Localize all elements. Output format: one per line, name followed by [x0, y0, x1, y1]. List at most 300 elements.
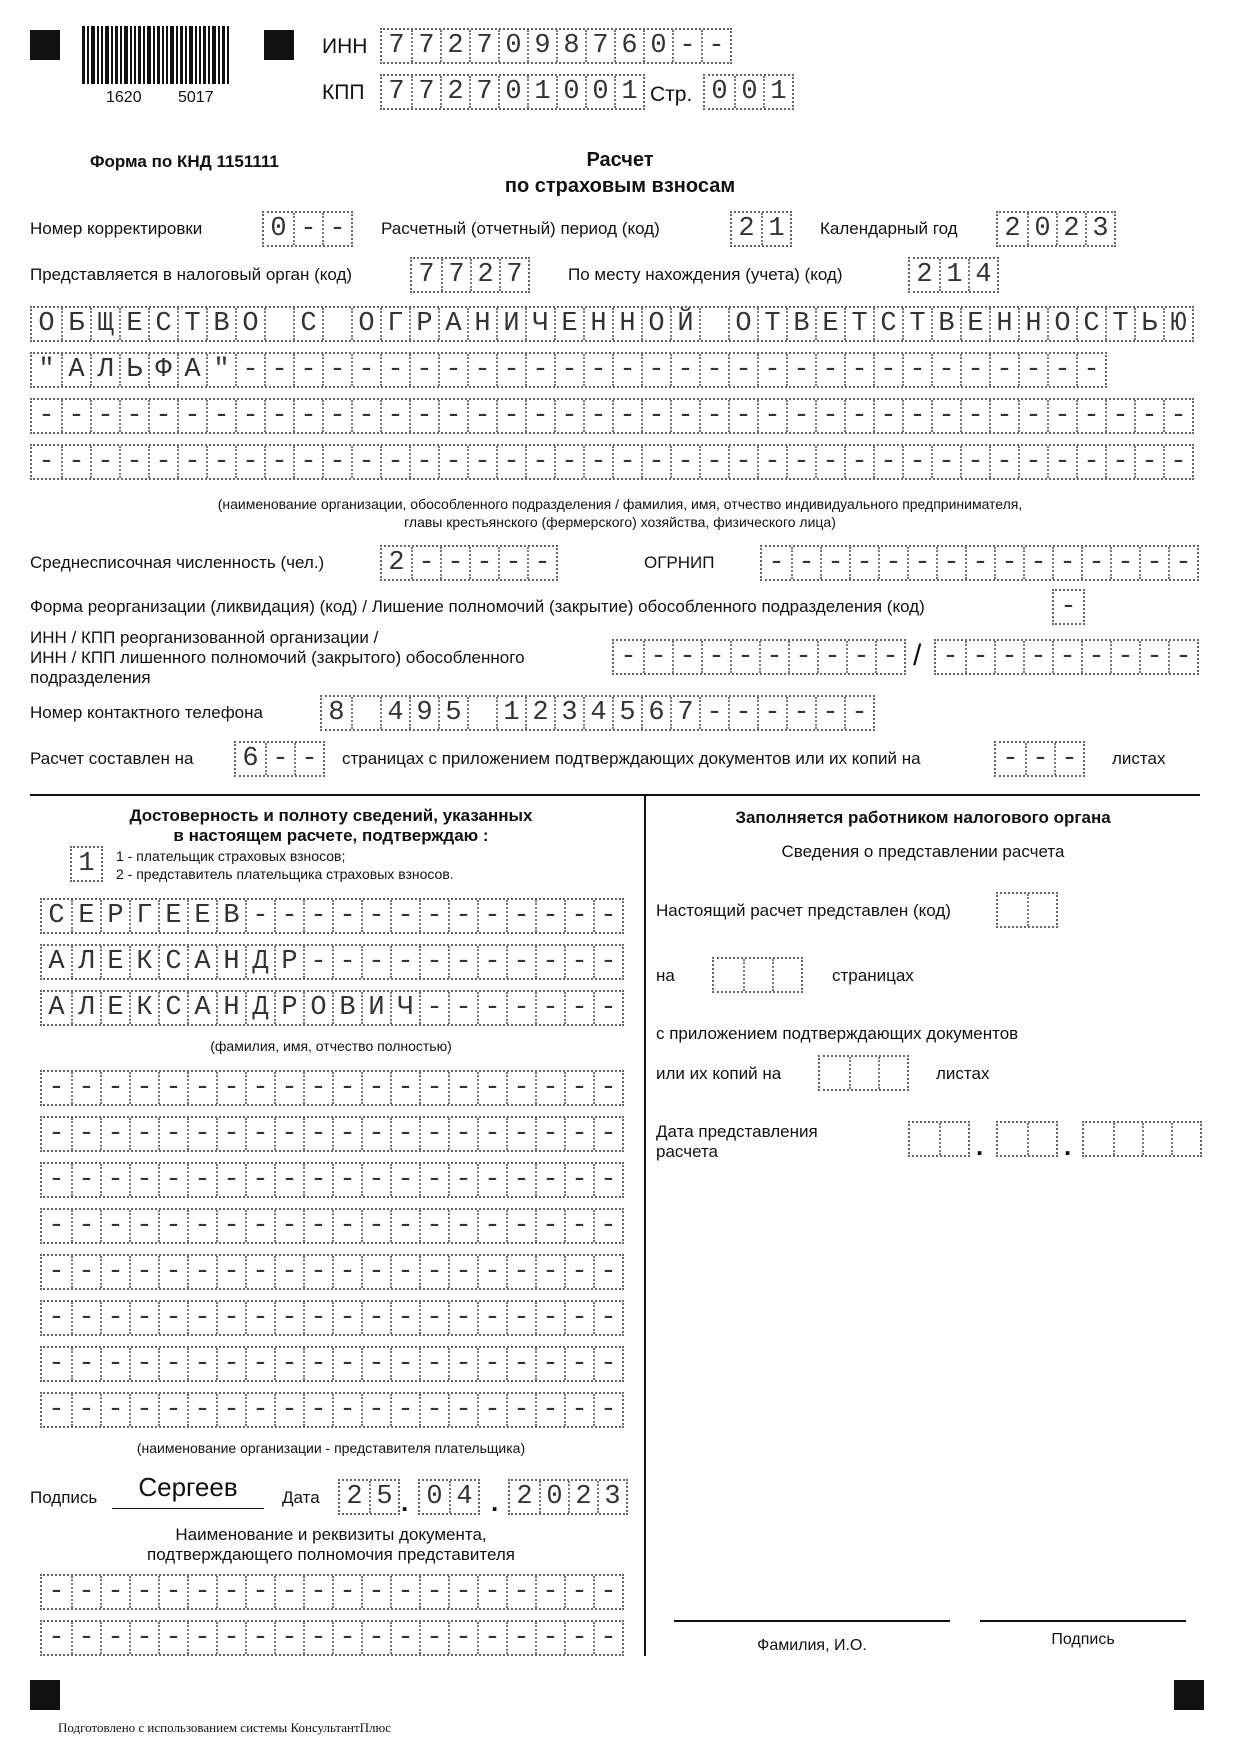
presentation-date-day[interactable] [908, 1121, 970, 1157]
char-cell: - [728, 446, 757, 478]
char-cell: - [477, 1394, 506, 1426]
char-cell: - [844, 697, 873, 729]
char-cell: - [419, 1072, 448, 1104]
char-cell: - [1047, 400, 1076, 432]
char-cell: - [264, 400, 293, 432]
sign-line [980, 1620, 1186, 1622]
char-cell: - [332, 1622, 361, 1654]
char-cell: - [100, 1348, 129, 1380]
char-cell: Г [129, 900, 158, 932]
char-cell: 2 [568, 1481, 597, 1513]
char-cell: - [994, 547, 1023, 579]
org-name-row[interactable] [30, 398, 1194, 434]
char-cell: - [245, 1118, 274, 1150]
representative-row[interactable] [40, 1254, 624, 1290]
char-cell: - [960, 400, 989, 432]
char-cell: 0 [1027, 213, 1056, 245]
pages-label: Расчет составлен на [30, 749, 194, 768]
char-cell: - [564, 1348, 593, 1380]
char-cell: 0 [556, 76, 585, 108]
org-name-row[interactable] [30, 352, 1107, 388]
char-cell: - [390, 1622, 419, 1654]
sign-date-year[interactable] [508, 1479, 628, 1515]
char-cell: - [71, 1576, 100, 1608]
char-cell: - [506, 1072, 535, 1104]
char-cell: 2 [916, 260, 933, 290]
char-cell: - [187, 1302, 216, 1334]
reorg-kpp-field[interactable] [934, 639, 1199, 675]
char-cell: - [593, 1210, 622, 1242]
char-cell: - [390, 1210, 419, 1242]
phone-field[interactable] [320, 695, 875, 731]
char-cell [1113, 1123, 1142, 1155]
char-cell: - [477, 992, 506, 1024]
authority-doc-caption: Наименование и реквизиты документа, [175, 1525, 487, 1544]
fio-caption: (фамилия, имя, отчество полностью) [210, 1038, 452, 1054]
char-cell: - [844, 400, 873, 432]
surname-field[interactable] [40, 898, 624, 934]
char-cell: - [303, 1164, 332, 1196]
char-cell: - [245, 900, 274, 932]
char-cell [998, 1123, 1027, 1155]
char-cell: - [1076, 354, 1105, 386]
char-cell [1027, 1123, 1056, 1155]
char-cell: - [506, 1302, 535, 1334]
char-cell: - [875, 641, 904, 673]
char-cell: 0 [539, 1481, 568, 1513]
char-cell: - [506, 1576, 535, 1608]
char-cell [743, 959, 772, 991]
char-cell [714, 959, 743, 991]
signature-line [112, 1508, 264, 1509]
char-cell: - [71, 1164, 100, 1196]
char-cell: Т [757, 308, 786, 340]
representative-row[interactable] [40, 1162, 624, 1198]
char-cell: К [129, 992, 158, 1024]
reorg-field[interactable] [1052, 589, 1085, 625]
location-field[interactable] [908, 257, 999, 293]
char-cell: 5 [369, 1481, 398, 1513]
char-cell: - [786, 354, 815, 386]
kpp-field[interactable] [380, 74, 645, 110]
char-cell: - [351, 354, 380, 386]
char-cell: " [206, 354, 235, 386]
char-cell: - [641, 400, 670, 432]
char-cell: Ь [1134, 308, 1163, 340]
presentation-date-month[interactable] [996, 1121, 1058, 1157]
char-cell: - [1134, 446, 1163, 478]
sign-date-label: Дата [282, 1488, 320, 1507]
char-cell: - [216, 1210, 245, 1242]
org-name-row[interactable] [30, 306, 1194, 342]
char-cell: - [788, 641, 817, 673]
char-cell: - [554, 400, 583, 432]
char-cell: - [390, 1302, 419, 1334]
char-cell [998, 894, 1027, 926]
confirm-code-field[interactable] [70, 846, 103, 882]
char-cell: - [177, 400, 206, 432]
char-cell: - [48, 1257, 65, 1287]
char-cell: - [525, 446, 554, 478]
char-cell: Й [670, 308, 699, 340]
char-cell: - [274, 1118, 303, 1150]
reorg-inn-label: подразделения [30, 668, 151, 687]
char-cell: - [1134, 400, 1163, 432]
sign-date-month[interactable] [418, 1479, 480, 1515]
char-cell: - [332, 1394, 361, 1426]
char-cell: - [1105, 400, 1134, 432]
char-cell: - [849, 547, 878, 579]
char-cell: - [303, 1576, 332, 1608]
char-cell: - [672, 30, 701, 62]
char-cell: - [158, 1256, 187, 1288]
char-cell: - [100, 1394, 129, 1426]
char-cell: - [506, 900, 535, 932]
char-cell: - [351, 400, 380, 432]
char-cell: - [554, 354, 583, 386]
char-cell: - [390, 1576, 419, 1608]
attach-label: или их копий на [656, 1064, 782, 1083]
signature: Сергеев [138, 1472, 238, 1502]
char-cell: - [931, 354, 960, 386]
reorg-inn-field[interactable] [612, 639, 906, 675]
char-cell: - [274, 1256, 303, 1288]
char-cell: - [506, 1348, 535, 1380]
char-cell: Б [61, 308, 90, 340]
char-cell: - [593, 1394, 622, 1426]
representative-row[interactable] [40, 1070, 624, 1106]
char-cell: - [361, 1256, 390, 1288]
tax-office-title: Заполняется работником налогового органа [735, 808, 1111, 827]
char-cell [849, 1057, 878, 1089]
inn-field[interactable] [380, 28, 732, 64]
char-cell: - [564, 900, 593, 932]
char-cell: - [467, 446, 496, 478]
char-cell: А [438, 308, 467, 340]
char-cell: - [332, 1072, 361, 1104]
char-cell: - [1081, 641, 1110, 673]
char-cell: 8 [328, 698, 345, 728]
corner-marker [264, 30, 294, 60]
first-name-field[interactable] [40, 944, 624, 980]
char-cell: Т [902, 308, 931, 340]
representative-row[interactable] [40, 1392, 624, 1428]
representative-row[interactable] [40, 1346, 624, 1382]
char-cell: Е [119, 308, 148, 340]
char-cell: - [477, 1256, 506, 1288]
char-cell: - [931, 446, 960, 478]
char-cell: - [960, 446, 989, 478]
char-cell: 2 [440, 76, 469, 108]
char-cell: - [61, 400, 90, 432]
char-cell: - [1018, 446, 1047, 478]
char-cell [878, 1057, 907, 1089]
char-cell: Р [274, 946, 303, 978]
char-cell: - [48, 1073, 65, 1103]
fio-line [674, 1620, 950, 1622]
char-cell: Л [71, 992, 100, 1024]
char-cell: 2 [440, 30, 469, 62]
char-cell: - [332, 946, 361, 978]
char-cell: - [419, 1210, 448, 1242]
char-cell: - [216, 1256, 245, 1288]
period-field[interactable] [730, 211, 792, 247]
attach-sheets-field[interactable] [994, 741, 1085, 777]
patronymic-field[interactable] [40, 990, 624, 1026]
char-cell: Н [583, 308, 612, 340]
char-cell: - [469, 547, 498, 579]
page-subtitle: по страховым взносам [504, 175, 736, 197]
char-cell: - [129, 1256, 158, 1288]
char-cell: - [303, 1302, 332, 1334]
char-cell: - [757, 400, 786, 432]
char-cell: Р [274, 992, 303, 1024]
char-cell: 2 [738, 214, 755, 244]
correction-field[interactable] [262, 211, 353, 247]
char-cell: - [498, 547, 527, 579]
presented-code-label: Настоящий расчет представлен (код) [656, 901, 951, 920]
char-cell: - [274, 1348, 303, 1380]
char-cell: Р [409, 308, 438, 340]
representative-row[interactable] [40, 1116, 624, 1152]
char-cell: - [187, 1118, 216, 1150]
char-cell: - [593, 992, 622, 1024]
char-cell: - [274, 1072, 303, 1104]
char-cell: - [1139, 641, 1168, 673]
representative-row[interactable] [40, 1300, 624, 1336]
char-cell: - [873, 446, 902, 478]
char-cell: - [71, 1394, 100, 1426]
char-cell: - [100, 1072, 129, 1104]
char-cell: - [119, 446, 148, 478]
char-cell: - [71, 1072, 100, 1104]
char-cell: 7 [585, 30, 614, 62]
char-cell: - [293, 400, 322, 432]
char-cell: - [303, 1348, 332, 1380]
char-cell: - [448, 1210, 477, 1242]
char-cell: - [332, 1118, 361, 1150]
authority-doc-row[interactable] [40, 1574, 624, 1610]
char-cell: В [786, 308, 815, 340]
char-cell: - [438, 400, 467, 432]
char-cell [1142, 1123, 1171, 1155]
char-cell: 1 [763, 76, 792, 108]
char-cell: 1 [496, 697, 525, 729]
tax-pages-label: страницах [832, 966, 914, 985]
char-cell: - [757, 446, 786, 478]
org-caption: (наименование организации, обособленного подразделения / фамилия, имя, отчество индивидуального предпринимателя, [217, 496, 1023, 512]
presented-code-field[interactable] [996, 892, 1058, 928]
char-cell: - [361, 1302, 390, 1334]
section-divider [30, 794, 1200, 796]
char-cell: - [71, 1118, 100, 1150]
char-cell: Т [177, 308, 206, 340]
pages-field[interactable] [234, 741, 325, 777]
char-cell: - [264, 446, 293, 478]
pages-suffix: листах [1112, 749, 1166, 768]
char-cell [699, 308, 728, 340]
char-cell: - [216, 1394, 245, 1426]
char-cell: Н [467, 308, 496, 340]
char-cell: - [158, 1576, 187, 1608]
char-cell: 0 [426, 1482, 443, 1512]
char-cell: - [361, 900, 390, 932]
char-cell: - [303, 1118, 332, 1150]
tax-sheets-field[interactable] [818, 1055, 909, 1091]
char-cell [351, 697, 380, 729]
ogrnip-field[interactable] [760, 545, 1199, 581]
char-cell: И [361, 992, 390, 1024]
char-cell: - [641, 354, 670, 386]
char-cell: - [564, 1622, 593, 1654]
char-cell: - [506, 946, 535, 978]
char-cell: - [48, 1165, 65, 1195]
char-cell: 2 [1004, 214, 1021, 244]
char-cell: - [48, 1623, 65, 1653]
char-cell: - [902, 400, 931, 432]
year-field[interactable] [996, 211, 1116, 247]
char-cell: - [448, 992, 477, 1024]
char-cell: - [158, 1118, 187, 1150]
char-cell: - [786, 446, 815, 478]
char-cell: - [187, 1576, 216, 1608]
tax-authority-label: Представляется в налоговый орган (код) [30, 265, 353, 284]
char-cell: - [477, 1118, 506, 1150]
char-cell: - [506, 1210, 535, 1242]
char-cell: - [361, 1394, 390, 1426]
char-cell: - [409, 400, 438, 432]
char-cell: - [322, 446, 351, 478]
char-cell: - [419, 992, 448, 1024]
headcount-label: Среднесписочная численность (чел.) [30, 553, 325, 572]
char-cell: - [322, 213, 351, 245]
char-cell: - [564, 1164, 593, 1196]
char-cell: - [448, 1118, 477, 1150]
org-name-row[interactable] [30, 444, 1194, 480]
char-cell: - [1163, 400, 1192, 432]
char-cell: Е [554, 308, 583, 340]
char-cell: 3 [554, 697, 583, 729]
char-cell: Ф [148, 354, 177, 386]
char-cell: - [1023, 547, 1052, 579]
char-cell: - [728, 400, 757, 432]
char-cell: С [158, 946, 187, 978]
barcode [82, 26, 230, 84]
char-cell: - [274, 1576, 303, 1608]
char-cell: - [71, 1256, 100, 1288]
representative-row[interactable] [40, 1208, 624, 1244]
sign-date-day[interactable] [338, 1479, 400, 1515]
char-cell: 0 [498, 30, 527, 62]
char-cell: - [989, 446, 1018, 478]
char-cell: К [129, 946, 158, 978]
reorg-label: Форма реорганизации (ликвидация) (код) / Лишение полномочий (закрытие) обособленного подразделения (код) [30, 597, 925, 616]
char-cell: - [245, 1394, 274, 1426]
char-cell: - [535, 1576, 564, 1608]
char-cell: - [1052, 547, 1081, 579]
char-cell: - [583, 354, 612, 386]
char-cell: - [419, 1164, 448, 1196]
char-cell: - [989, 400, 1018, 432]
char-cell: - [71, 1622, 100, 1654]
char-cell: - [506, 1256, 535, 1288]
char-cell: 0 [270, 214, 287, 244]
page-number-field[interactable] [703, 74, 794, 110]
char-cell: 0 [711, 77, 728, 107]
char-cell: О [38, 309, 55, 339]
char-cell: - [1002, 744, 1019, 774]
char-cell: С [873, 308, 902, 340]
char-cell: Н [612, 308, 641, 340]
char-cell: - [187, 1256, 216, 1288]
char-cell: 1 [939, 259, 968, 291]
char-cell: - [1054, 743, 1083, 775]
char-cell: - [264, 354, 293, 386]
confirm-title: Достоверность и полноту сведений, указанных [129, 806, 533, 825]
char-cell: - [643, 641, 672, 673]
char-cell: 2 [470, 259, 499, 291]
confirm-title: в настоящем расчете, подтверждаю : [173, 826, 489, 845]
date-dot: . [491, 1487, 499, 1517]
char-cell: - [245, 1072, 274, 1104]
correction-label: Номер корректировки [30, 219, 203, 238]
char-cell: - [989, 354, 1018, 386]
tax-authority-field[interactable] [410, 257, 530, 293]
authority-doc-row[interactable] [40, 1620, 624, 1656]
char-cell: 5 [612, 697, 641, 729]
char-cell: 4 [449, 1481, 478, 1513]
presentation-date-label: расчета [656, 1142, 719, 1161]
char-cell: - [129, 1622, 158, 1654]
signature-label: Подпись [30, 1488, 98, 1507]
char-cell: - [90, 446, 119, 478]
char-cell: - [90, 400, 119, 432]
char-cell: - [100, 1622, 129, 1654]
year-label: Календарный год [820, 219, 958, 238]
char-cell: - [965, 641, 994, 673]
char-cell: - [1110, 641, 1139, 673]
char-cell: О [351, 308, 380, 340]
char-cell: - [902, 446, 931, 478]
char-cell [820, 1057, 849, 1089]
char-cell [939, 1123, 968, 1155]
char-cell [1027, 894, 1056, 926]
char-cell: - [994, 641, 1023, 673]
tax-pages-field[interactable] [712, 957, 803, 993]
char-cell: - [361, 1348, 390, 1380]
char-cell: Е [187, 900, 216, 932]
char-cell: Ч [525, 308, 554, 340]
char-cell: - [361, 1118, 390, 1150]
char-cell: - [844, 354, 873, 386]
char-cell: - [361, 1576, 390, 1608]
char-cell: С [1076, 308, 1105, 340]
char-cell: - [1105, 446, 1134, 478]
char-cell: - [820, 547, 849, 579]
char-cell: - [419, 1348, 448, 1380]
char-cell: - [158, 1164, 187, 1196]
char-cell: - [129, 1394, 158, 1426]
headcount-field[interactable] [380, 545, 558, 581]
char-cell: - [274, 900, 303, 932]
char-cell: - [332, 1348, 361, 1380]
char-cell: - [361, 1164, 390, 1196]
char-cell: - [612, 446, 641, 478]
char-cell: - [564, 1394, 593, 1426]
char-cell: - [438, 446, 467, 478]
presentation-date-year[interactable] [1082, 1121, 1202, 1157]
char-cell: - [303, 1072, 332, 1104]
